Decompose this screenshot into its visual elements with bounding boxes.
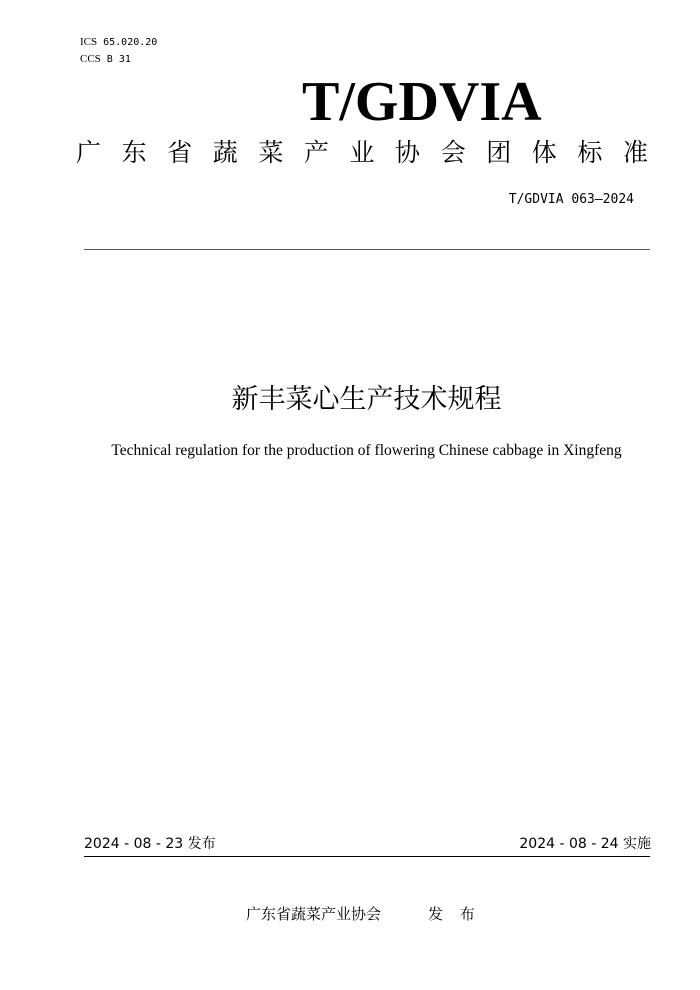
org-title-char: 会: [440, 138, 466, 167]
org-title-char: 广: [76, 138, 102, 167]
ccs-label: CCS: [80, 53, 101, 65]
publisher-name: 广东省蔬菜产业协会: [246, 905, 382, 923]
implementation-date: 2024 - 08 - 24 实施: [519, 836, 651, 852]
ccs-code: B 31: [106, 54, 131, 65]
ics-label: ICS: [80, 36, 98, 48]
org-standard-title: [76, 136, 648, 170]
org-title-char: 东: [121, 138, 147, 167]
org-title-char: 菜: [258, 138, 284, 167]
header-divider: [84, 249, 650, 250]
footer-divider: [84, 856, 650, 857]
org-title-char: 业: [349, 138, 375, 167]
ccs-row: [80, 51, 157, 68]
document-title-english: Technical regulation for the production of flowering Chinese cabbage in Xingfeng: [111, 442, 622, 459]
standard-number: T/GDVIA 063—2024: [508, 192, 634, 207]
org-title-char: 蔬: [212, 138, 238, 167]
org-title-char: 体: [531, 138, 557, 167]
ics-code: 65.020.20: [103, 37, 158, 48]
org-title-char: 协: [395, 138, 421, 167]
association-logo: T/GDVIA: [302, 71, 542, 133]
ics-row: [80, 34, 157, 51]
org-title-char: 产: [303, 138, 329, 167]
publish-label: 发 布: [428, 905, 481, 923]
org-title-char: 团: [486, 138, 512, 167]
issue-date: 2024 - 08 - 23 发布: [84, 836, 216, 852]
classification-codes: [80, 34, 157, 68]
org-title-char: 标: [577, 138, 603, 167]
document-title-chinese: 新丰菜心生产技术规程: [231, 384, 502, 415]
org-title-char: 准: [622, 138, 648, 167]
org-title-char: 省: [167, 138, 193, 167]
